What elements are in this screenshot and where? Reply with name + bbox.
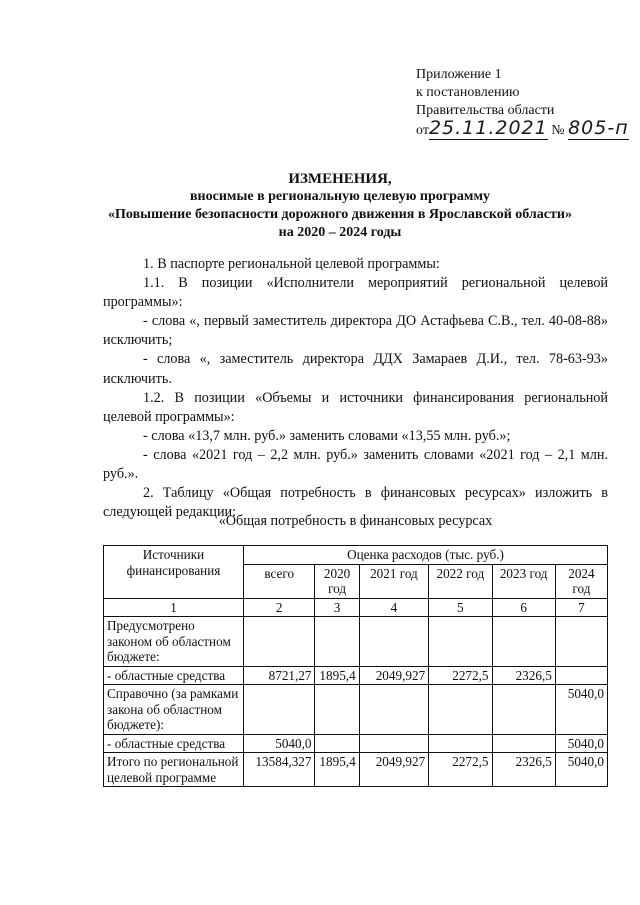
row-label: - областные средства — [104, 734, 244, 753]
cell-2021 — [359, 685, 428, 735]
cell-total — [243, 617, 315, 667]
header-source: Источники финансирования — [104, 546, 244, 599]
cell-2021: 2049,927 — [359, 666, 428, 685]
cell-2022: 2272,5 — [429, 753, 492, 787]
cell-2022 — [429, 617, 492, 667]
row-label: Предусмотрено законом об областном бюджете: — [104, 617, 244, 667]
row-label: Итого по региональной целевой программе — [104, 753, 244, 787]
paragraph-1-1-b: - слова «, заместитель директора ДДХ Замараев Д.И., тел. 78-63-93» исключить. — [103, 351, 608, 387]
cell-2024: 5040,0 — [555, 734, 607, 753]
from-prefix: от — [416, 123, 429, 138]
appendix-date-number-line — [416, 117, 629, 140]
paragraph-1-2-a: - слова «13,7 млн. руб.» заменить словами «13,55 млн. руб.»; — [143, 427, 511, 444]
cell-total: 13584,327 — [243, 753, 315, 787]
appendix-line-1: Приложение 1 — [416, 67, 502, 82]
handwritten-date: 25.11.2021 — [428, 117, 548, 139]
column-number-row — [104, 598, 608, 617]
cell-2023 — [492, 685, 555, 735]
paragraph-2: 2. Таблицу «Общая потребность в финансовых ресурсах» изложить в следующей редакции: — [103, 485, 608, 521]
header-year: 2024 год — [555, 564, 607, 598]
title-main: ИЗМЕНЕНИЯ, — [288, 171, 392, 187]
table-row — [104, 617, 608, 667]
header-year: 2021 год — [359, 564, 428, 598]
cell-2021 — [359, 734, 428, 753]
column-number: 5 — [429, 598, 492, 617]
table-row — [104, 666, 608, 685]
cell-2022: 2272,5 — [429, 666, 492, 685]
paragraph-1-2: 1.2. В позиции «Объемы и источники финансирования региональной целевой программы»: — [103, 389, 608, 425]
header-year: 2020 год — [315, 564, 359, 598]
column-number: 1 — [104, 598, 244, 617]
cell-2022 — [429, 734, 492, 753]
cell-2020 — [315, 617, 359, 667]
cell-total — [243, 685, 315, 735]
column-number: 7 — [555, 598, 607, 617]
column-number: 6 — [492, 598, 555, 617]
column-number: 2 — [243, 598, 315, 617]
header-estimate: Оценка расходов (тыс. руб.) — [243, 546, 607, 565]
column-number: 4 — [359, 598, 428, 617]
appendix-line-3: Правительства области — [416, 103, 555, 118]
cell-2020: 1895,4 — [315, 753, 359, 787]
title-line-4: на 2020 – 2024 годы — [278, 225, 402, 240]
title-line-2: вносимые в региональную целевую программу — [190, 189, 490, 204]
cell-2020 — [315, 685, 359, 735]
title-line-3: «Повышение безопасности дорожного движения в Ярославской области» — [108, 207, 572, 222]
cell-2024: 5040,0 — [555, 685, 607, 735]
table-row — [104, 685, 608, 735]
cell-2023 — [492, 617, 555, 667]
cell-2024 — [555, 666, 607, 685]
column-number: 3 — [315, 598, 359, 617]
table-header-row — [104, 546, 608, 565]
cell-2024 — [555, 617, 607, 667]
table-caption: «Общая потребность в финансовых ресурсах — [218, 513, 493, 529]
cell-total: 5040,0 — [243, 734, 315, 753]
cell-2023: 2326,5 — [492, 666, 555, 685]
document-body — [103, 255, 608, 522]
document-title — [70, 170, 610, 242]
row-label: Справочно (за рамками закона об областном бюджете): — [104, 685, 244, 735]
cell-2020 — [315, 734, 359, 753]
cell-2023 — [492, 734, 555, 753]
cell-2020: 1895,4 — [315, 666, 359, 685]
handwritten-number: 805-п — [568, 117, 629, 139]
header-year: 2022 год — [429, 564, 492, 598]
appendix-line-2: к постановлению — [416, 85, 520, 100]
cell-total: 8721,27 — [243, 666, 315, 685]
cell-2021 — [359, 617, 428, 667]
header-year: 2023 год — [492, 564, 555, 598]
table-row — [104, 734, 608, 753]
financing-table — [103, 545, 608, 787]
paragraph-1-2-b: - слова «2021 год – 2,2 млн. руб.» заменить словами «2021 год – 2,1 млн. руб.». — [103, 446, 608, 483]
cell-2023: 2326,5 — [492, 753, 555, 787]
appendix-block — [416, 66, 629, 140]
paragraph-1-1: 1.1. В позиции «Исполнители мероприятий региональной целевой программы»: — [103, 275, 608, 311]
paragraph-1-1-a: - слова «, первый заместитель директора ДО Астафьева С.В., тел. 40-08-88» исключить; — [103, 313, 608, 349]
number-prefix: № — [551, 123, 565, 138]
cell-2021: 2049,927 — [359, 753, 428, 787]
table-row — [104, 753, 608, 787]
cell-2022 — [429, 685, 492, 735]
header-total: всего — [243, 564, 315, 598]
cell-2024: 5040,0 — [555, 753, 607, 787]
paragraph-1: 1. В паспорте региональной целевой программы: — [143, 256, 440, 272]
row-label: - областные средства — [104, 666, 244, 685]
